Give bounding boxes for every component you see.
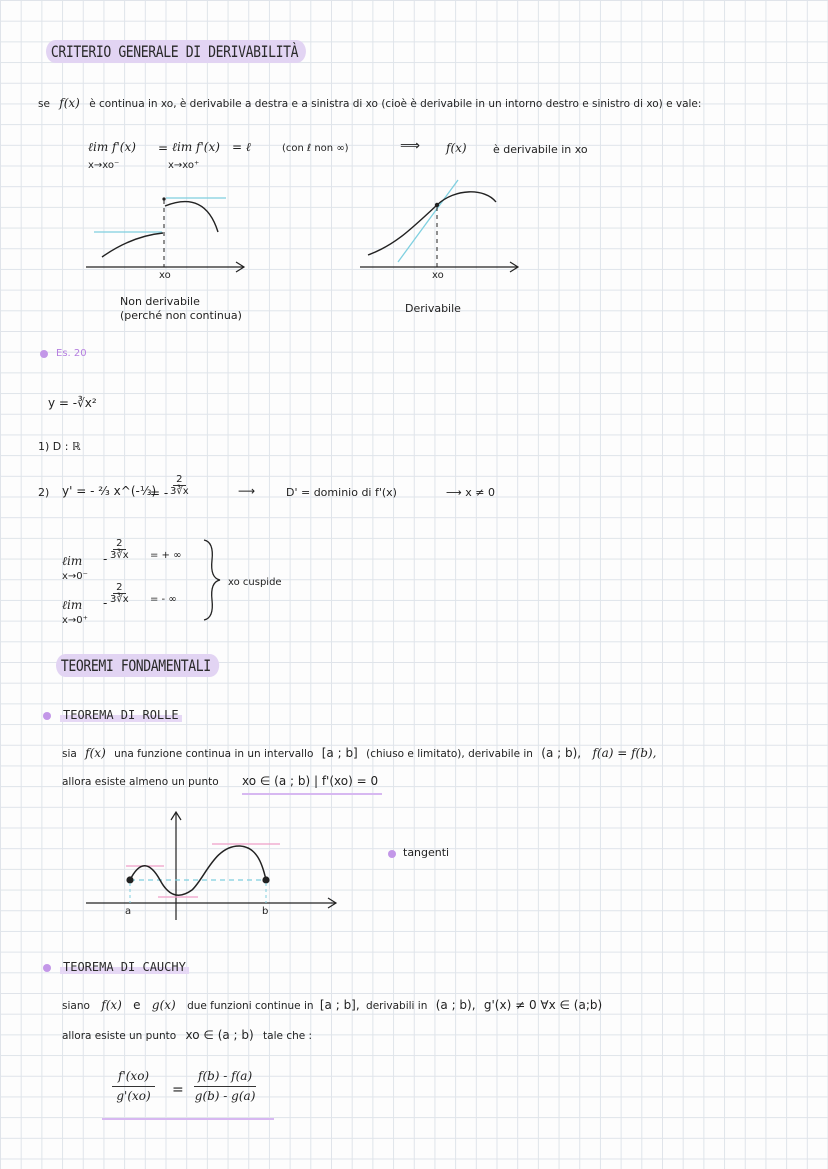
cauchy-gx: g(x): [151, 998, 176, 1012]
rolle-heading: TEOREMA DI ROLLE: [60, 708, 182, 722]
rolle-formula: xo ∈ (a ; b) | f'(xo) = 0: [242, 774, 382, 795]
cauchy-frac1-den: g'(xo): [116, 1089, 151, 1104]
rolle-label-b: b: [262, 906, 269, 917]
intro-fx: f(x): [59, 96, 80, 110]
cauchy-x: xo ∈ (a ; b): [185, 1028, 254, 1042]
cauchy-frac1-num: f'(xo): [112, 1070, 155, 1087]
lim1-frac-num: 2: [113, 538, 125, 550]
cauchy-line1: [62, 998, 602, 1012]
cauchy-interval: [a ; b],: [319, 998, 360, 1012]
exercise-label: Es. 20: [56, 348, 87, 359]
exercise-eq: = -: [150, 486, 169, 500]
lim1-result: = + ∞: [150, 550, 182, 561]
graph2-xlabel: xo: [432, 270, 444, 281]
lim2-frac-num: 2: [113, 582, 125, 594]
limit-right-sub: x→xo⁺: [168, 160, 200, 171]
cauchy-fx: f(x): [101, 998, 122, 1012]
exercise-derivative: y' = - ²⁄₃ x^(-⅓): [62, 484, 157, 498]
cauchy-frac1: [112, 1070, 155, 1103]
rolle-text1: una funzione continua in un intervallo: [114, 748, 314, 760]
cauchy-text4: tale che :: [263, 1030, 313, 1042]
cauchy-heading: TEOREMA DI CAUCHY: [60, 960, 189, 974]
lim1-sub: x→0⁻: [62, 571, 88, 582]
limit-condition: (con ℓ non ∞): [282, 143, 349, 154]
limit-right: ℓim f'(x): [172, 140, 220, 154]
lim1-label: ℓim: [62, 554, 83, 568]
rolle-open-interval: (a ; b),: [541, 746, 582, 760]
limit-left: ℓim f'(x): [88, 140, 136, 154]
graph1-caption-1: Non derivabile: [120, 295, 200, 308]
rolle-fx: f(x): [85, 746, 106, 760]
rolle-point-b: [262, 876, 269, 883]
implies-arrow: ⟹: [400, 138, 421, 154]
exercise-domain: D' = dominio di f'(x): [286, 486, 397, 499]
lim2-minus: -: [103, 596, 108, 610]
rolle-text3: allora esiste almeno un punto: [62, 776, 219, 788]
cauchy-e: e: [133, 998, 141, 1012]
intro-se: se: [38, 98, 50, 110]
exercise-frac-den: 3∛x: [170, 486, 189, 497]
lim2-sub: x→0⁺: [62, 615, 88, 626]
cauchy-frac2: [194, 1070, 256, 1103]
lim1-frac-den: 3∛x: [110, 550, 129, 561]
cauchy-frac2-den: g(b) - g(a): [194, 1089, 256, 1104]
limit-left-sub: x→xo⁻: [88, 160, 120, 171]
intro-text: è continua in xo, è derivabile a destra e a sinistra di xo (cioè è derivabile in un intorno destro e sinistro di xo) e vale:: [89, 98, 702, 110]
graph2-caption: Derivabile: [405, 302, 461, 315]
graph1-caption-2: (perché non continua): [120, 309, 242, 322]
cauchy-bullet: [43, 964, 51, 972]
limit-eq: =: [158, 141, 169, 155]
rolle-point-a: [126, 876, 133, 883]
exercise-frac-num: 2: [173, 474, 185, 486]
exercise-x-ne-0: ⟶ x ≠ 0: [446, 486, 495, 499]
cauchy-text3: allora esiste un punto: [62, 1030, 177, 1042]
exercise-function: y = -∛x²: [48, 396, 97, 410]
cauchy-underline: [102, 1118, 274, 1120]
cauchy-eq: =: [172, 1082, 184, 1098]
cauchy-open: (a ; b),: [435, 998, 476, 1012]
lim2-label: ℓim: [62, 598, 83, 612]
cauchy-line2: [62, 1028, 312, 1042]
rolle-curve: [130, 846, 266, 895]
rolle-condition: f(a) = f(b),: [592, 746, 657, 760]
rolle-sia: sia: [62, 748, 77, 760]
section-title-teoremi: TEOREMI FONDAMENTALI: [56, 654, 219, 677]
exercise-arrow: ⟶: [238, 484, 256, 498]
exercise-step1: 1) D : ℝ: [38, 440, 81, 453]
cauchy-condition: g'(x) ≠ 0 ∀x ∈ (a;b): [483, 998, 603, 1012]
conclusion-fx: f(x): [446, 141, 467, 155]
lim1-minus: -: [103, 552, 108, 566]
rolle-interval: [a ; b]: [321, 746, 358, 760]
lim2-frac-den: 3∛x: [110, 594, 129, 605]
limit-value: = ℓ: [232, 140, 251, 154]
conclusion-text: è derivabile in xo: [493, 143, 588, 156]
cusp-note: xo cuspide: [228, 577, 282, 588]
tangents-bullet: [388, 850, 396, 858]
graph1-xlabel: xo: [159, 270, 171, 281]
section-title-derivabilita: CRITERIO GENERALE DI DERIVABILITÀ: [46, 40, 306, 63]
exercise-step2-label: 2): [38, 486, 50, 499]
cauchy-text2: derivabili in: [366, 1000, 428, 1012]
cauchy-frac2-num: f(b) - f(a): [194, 1070, 256, 1087]
lim2-result: = - ∞: [150, 594, 177, 605]
rolle-label-a: a: [125, 906, 132, 917]
rolle-text2: (chiuso e limitato), derivabile in: [366, 748, 533, 760]
cauchy-siano: siano: [62, 1000, 90, 1012]
tangents-label: tangenti: [403, 846, 450, 859]
cauchy-text1: due funzioni continue in: [187, 1000, 314, 1012]
